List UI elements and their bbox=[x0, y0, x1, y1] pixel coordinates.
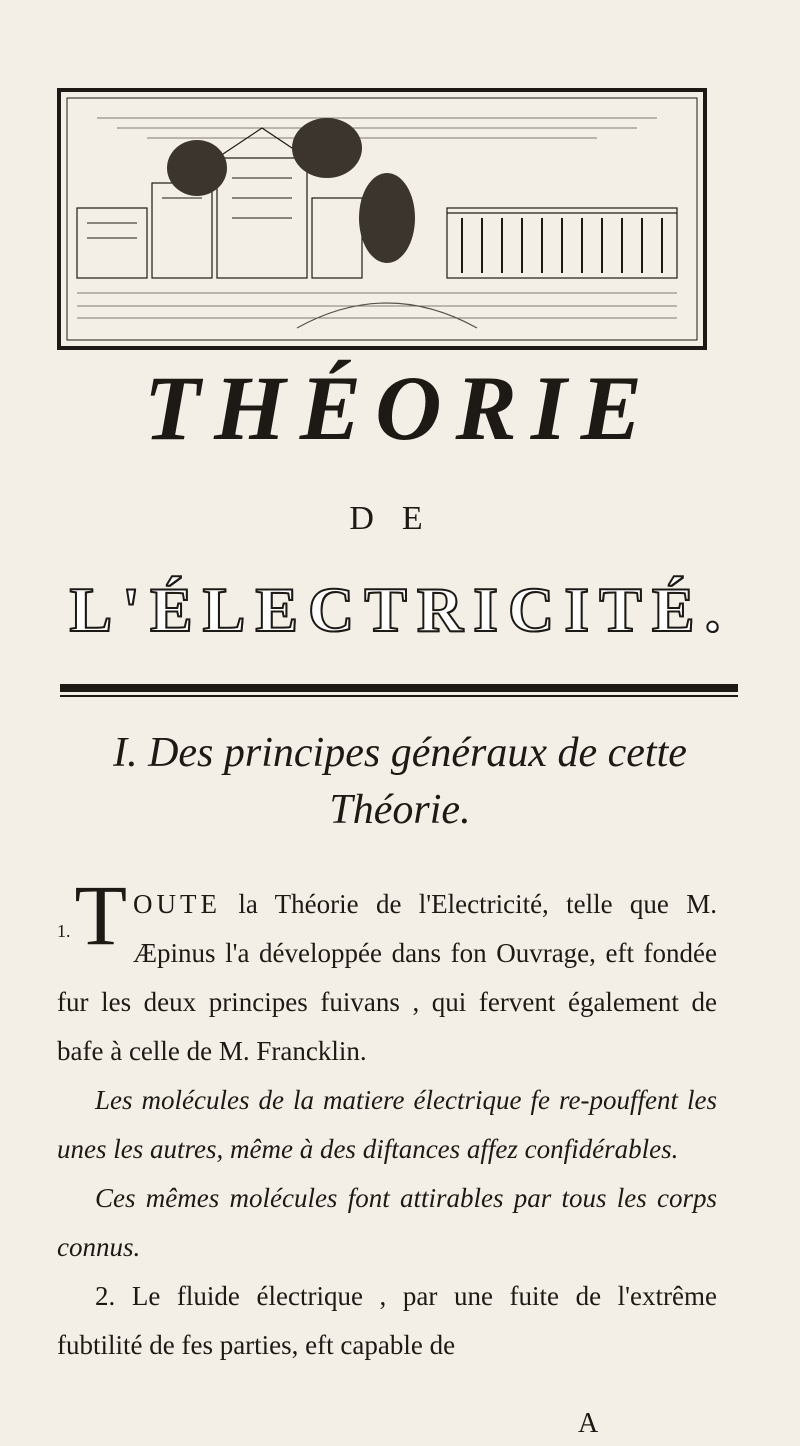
engraved-landscape-illustration bbox=[57, 88, 707, 350]
paragraph-2: 2. Le fluide électrique , par une fuite de l'extrême fubtilité de fes parties, eft capable de bbox=[57, 1281, 717, 1360]
section-heading-line2: Théorie. bbox=[329, 786, 471, 833]
section-heading-line1: I. Des principes généraux de cette bbox=[113, 730, 687, 776]
paragraph-1 bbox=[57, 867, 717, 1076]
signature-mark: A bbox=[578, 1408, 599, 1439]
drop-cap-continuation: OUTE bbox=[133, 889, 222, 919]
decorative-rule bbox=[60, 684, 738, 692]
paragraph-1-text: la Théorie de l'Electricité, telle que M. Æpinus l'a développée dans fon Ouvrage, eft fondée fur les deux principes fuivans , qui fervent également de bafe à celle de M. Francklin. bbox=[57, 889, 717, 1066]
page-title: THÉORIE bbox=[143, 357, 657, 459]
title-connector: DE bbox=[349, 500, 451, 537]
body-text bbox=[57, 867, 717, 1370]
section-heading bbox=[0, 725, 800, 838]
paragraph-number: 1. bbox=[57, 921, 71, 941]
page-subtitle: L'ÉLECTRICITÉ. bbox=[69, 574, 731, 645]
drop-cap: T bbox=[74, 867, 128, 963]
principle-1: Les molécules de la matiere électrique fe re-pouffent les unes les autres, même à des diftances affez confidérables. bbox=[57, 1085, 717, 1164]
vignette-illustration bbox=[57, 88, 707, 350]
decorative-rule-thin bbox=[60, 695, 738, 697]
principle-2: Ces mêmes molécules font attirables par tous les corps connus. bbox=[57, 1183, 717, 1262]
